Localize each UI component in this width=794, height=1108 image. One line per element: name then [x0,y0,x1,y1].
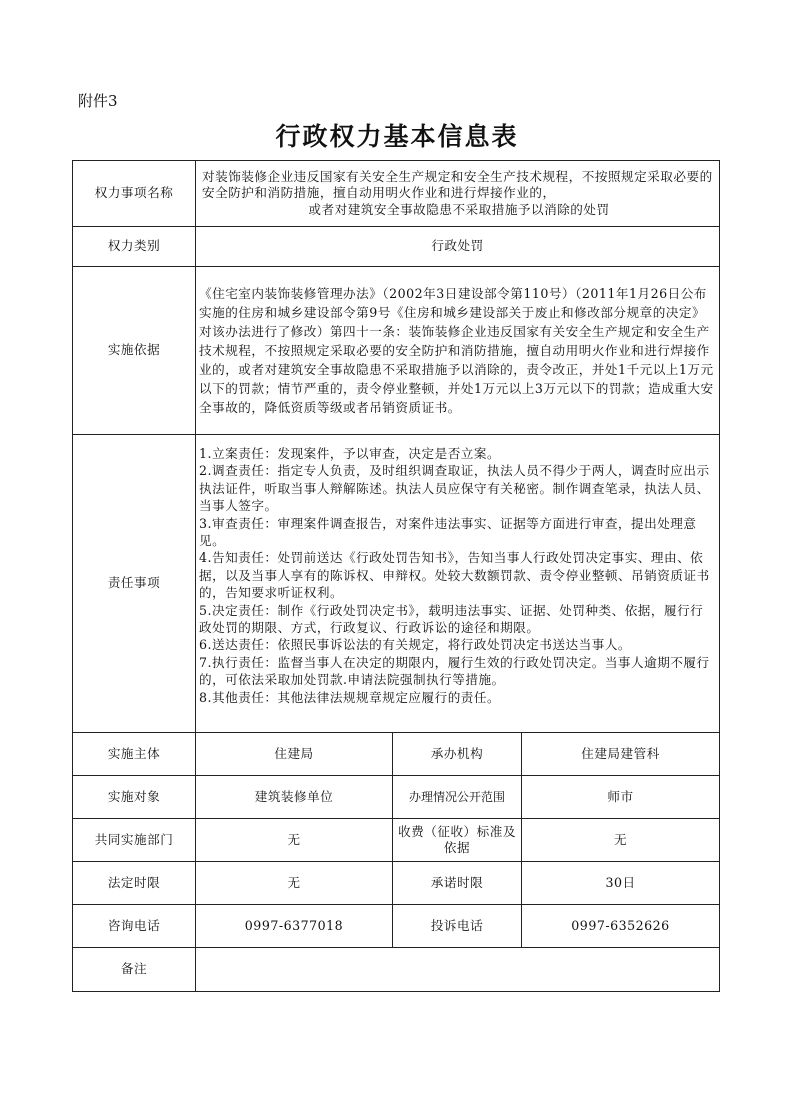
power-name-line2: 或者对建筑安全事故隐患不采取措施予以消除的处罚 [308,201,610,217]
responsibilities-label: 责任事项 [73,435,196,733]
row-subject [73,733,720,776]
responsibility-item: 2.调查责任：指定专人负责，及时组织调查取证，执法人员不得少于两人，调查时应出示执法证件，听取当事人辩解陈述。执法人员应保守有关秘密。制作调查笔录，执法人员、当事人签字。 [199,463,710,514]
fee-standard-value: 无 [522,819,720,862]
promised-time-limit-label: 承诺时限 [393,862,522,905]
responsibilities-value [196,435,720,733]
responsibility-item: 7.执行责任：监督当事人在决定的期限内，履行生效的行政处罚决定。当事人逾期不履行的，可依法采取加处罚款.申请法院强制执行等措施。 [199,654,710,688]
handling-org-value: 住建局建管科 [522,733,720,776]
power-name-line1: 对装饰装修企业违反国家有关安全生产规定和安全生产技术规程，不按照规定采取必要的安全防护和消防措施，擅自动用明火作业和进行焊接作业的， [202,168,713,201]
basis-label: 实施依据 [73,267,196,435]
target-label: 实施对象 [73,776,196,819]
row-power-type [73,227,720,267]
responsibility-item: 5.决定责任：制作《行政处罚决定书》，载明违法事实、证据、处罚种类、依据，履行行政处罚的期限、方式，行政复议、行政诉讼的途径和期限。 [199,602,704,636]
row-phone [73,905,720,948]
row-responsibilities [73,435,720,733]
power-name-label: 权力事项名称 [73,161,196,227]
row-basis [73,267,720,435]
subject-value: 住建局 [196,733,393,776]
disclosure-scope-label: 办理情况公开范围 [393,776,522,819]
page-title: 行政权力基本信息表 [275,122,519,151]
responsibility-item: 8.其他责任：其他法律法规规章规定应履行的责任。 [199,689,501,705]
promised-time-limit-value: 30日 [522,862,720,905]
responsibility-item: 6.送达责任：依照民事诉讼法的有关规定，将行政处罚决定书送达当事人。 [199,637,632,653]
handling-org-label: 承办机构 [393,733,522,776]
row-joint [73,819,720,862]
responsibility-item: 4.告知责任：处罚前送达《行政处罚告知书》，告知当事人行政处罚决定事实、理由、依据，以及当事人享有的陈诉权、申辩权。处较大数额罚款、责令停业整顿、吊销资质证书的，告知要求听证权利。 [199,550,710,601]
consult-phone-label: 咨询电话 [73,905,196,948]
subject-label: 实施主体 [73,733,196,776]
joint-dept-label: 共同实施部门 [73,819,196,862]
target-value: 建筑装修单位 [196,776,393,819]
disclosure-scope-value: 师市 [522,776,720,819]
responsibility-item: 3.审查责任：审理案件调查报告，对案件违法事实、证据等方面进行审查，提出处理意见。 [199,515,697,549]
remarks-label: 备注 [73,948,196,992]
row-power-name [73,161,720,227]
power-type-label: 权力类别 [73,227,196,267]
power-name-value [196,161,720,227]
power-type-value: 行政处罚 [196,227,720,267]
responsibility-item: 1.立案责任：发现案件，予以审查，决定是否立案。 [199,446,501,461]
attachment-label: 附件3 [78,92,118,110]
remarks-value [196,948,720,992]
legal-time-limit-value: 无 [196,862,393,905]
basis-value: 《住宅室内装饰装修管理办法》（2002年3日建设部令第110号）（2011年1月26日公布实施的住房和城乡建设部令第9号《住房和城乡建设部关于废止和修改部分规章的决定》对该办法进行了修改）第四十一条：装饰装修企业违反国家有关安全生产规定和安全生产技术规程，不按照规定采取必要的安全防护和消防措施，擅自动用明火作业和进行焊接作业的，或者对建筑安全事故隐患不采取措施予以消除的，责令改正，并处1千元以上1万元以下的罚款；情节严重的，责令停业整顿，并处1万元以上3万元以下的罚款；造成重大安全事故的，降低资质等级或者吊销资质证书。 [196,267,720,435]
complaint-phone-value: 0997-6352626 [522,905,720,948]
row-time-limit [73,862,720,905]
consult-phone-value: 0997-6377018 [196,905,393,948]
joint-dept-value: 无 [196,819,393,862]
fee-standard-label: 收费（征收）标准及依据 [393,819,522,862]
complaint-phone-label: 投诉电话 [393,905,522,948]
info-table [72,160,720,992]
legal-time-limit-label: 法定时限 [73,862,196,905]
row-target [73,776,720,819]
row-remarks [73,948,720,992]
